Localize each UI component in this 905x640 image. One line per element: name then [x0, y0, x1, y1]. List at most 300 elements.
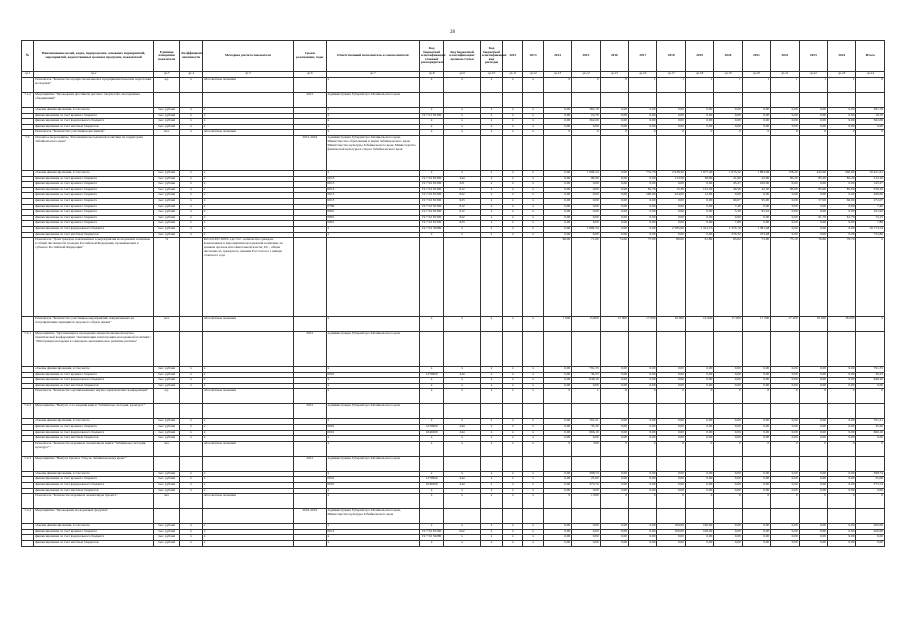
table-cell: 80,00 — [657, 238, 685, 317]
table-cell: 0,00 — [685, 488, 713, 494]
table-cell: Показатель "Количество профессиональной и предпринимательской подготовки молодежи" — [34, 78, 154, 93]
table-cell: финансирование за счет краевого бюджета — [34, 372, 154, 378]
table-cell: х — [523, 215, 543, 221]
table-cell — [742, 332, 770, 367]
table-cell — [202, 332, 293, 367]
table-cell: 0 — [714, 389, 742, 404]
table-cell: х — [503, 187, 523, 193]
table-cell: 0,00 — [685, 367, 713, 373]
table-cell — [444, 135, 481, 170]
table-cell: 279,32 — [714, 232, 742, 238]
table-cell: 0,00 — [629, 430, 657, 436]
table-cell: 512,10 — [856, 176, 885, 182]
table-cell: х — [480, 187, 502, 193]
table-cell: 0,00 — [600, 221, 628, 227]
table-cell — [629, 509, 657, 524]
table-cell: 0 — [543, 389, 571, 404]
table-cell: х — [503, 541, 523, 547]
table-cell: Показатель "Количество участников фестиваля" — [34, 130, 154, 136]
table-cell: 17 400 — [771, 317, 799, 332]
table-cell: тыс. рублей — [153, 524, 179, 530]
table-cell: х — [503, 471, 523, 477]
table-cell: х — [180, 483, 202, 489]
table-cell: финансирование за счет краевого бюджета — [34, 113, 154, 119]
table-cell: х — [180, 198, 202, 204]
table-cell: финансирование за счет федерального бюджета — [34, 535, 154, 541]
table-cell: 0,00 — [600, 119, 628, 125]
table-cell — [294, 494, 326, 509]
table-cell: Администрация Губернатора Забайкальского края — [326, 456, 419, 471]
table-cell — [503, 404, 523, 419]
table-cell: 7.2. — [22, 135, 34, 170]
table-cell: 7.2.3 — [22, 456, 34, 471]
table-cell: 76,70 — [828, 238, 856, 317]
table-cell: х — [444, 494, 481, 509]
table-cell — [419, 509, 443, 524]
table-cell: Мероприятие "Организация и проведение межрегиональной научно-практической конференции "Активизация и интеграция молодежной политики", "Интеграция молодежи в социально-экономическое развитие региона" — [34, 332, 154, 367]
table-cell: 0,00 — [543, 372, 571, 378]
header-row — [22, 41, 885, 72]
table-cell: х — [326, 419, 419, 425]
table-cell: финансирование за счет местных бюджетов — [34, 541, 154, 547]
table-cell: х — [202, 176, 293, 182]
table-cell: тыс. рублей — [153, 176, 179, 182]
table-cell: х — [480, 108, 502, 114]
table-cell: чел. — [153, 317, 179, 332]
table-cell — [714, 509, 742, 524]
table-cell — [543, 135, 571, 170]
table-cell: х — [202, 488, 293, 494]
table-cell — [523, 332, 543, 367]
table-cell: 0,00 — [771, 119, 799, 125]
table-cell: 2 585,00 — [657, 226, 685, 232]
table-cell: 7.2.4 — [22, 509, 34, 524]
column-index-cell: гр.2 — [34, 72, 154, 78]
table-cell: х — [419, 108, 443, 114]
table-cell: х — [180, 108, 202, 114]
table-cell: 0 — [600, 130, 628, 136]
table-cell: 100,00 — [657, 524, 685, 530]
table-cell: 85,20 — [828, 176, 856, 182]
column-header: Коэффициент значимости — [180, 41, 202, 72]
table-cell: х — [523, 221, 543, 227]
table-cell: 701,21 — [856, 419, 885, 425]
table-cell: 0,00 — [543, 113, 571, 119]
table-cell: 1 — [572, 389, 600, 404]
table-cell — [180, 456, 202, 471]
table-cell — [685, 93, 713, 108]
table-cell: тыс. рублей — [153, 215, 179, 221]
table-cell: 0,00 — [828, 524, 856, 530]
table-cell — [771, 93, 799, 108]
table-cell: 0,00 — [543, 176, 571, 182]
table-cell — [742, 135, 770, 170]
table-cell: финансирование за счет федерального бюджета — [34, 119, 154, 125]
table-cell: тыс. рублей — [153, 108, 179, 114]
table-header — [22, 41, 885, 72]
table-cell: х — [326, 367, 419, 373]
table-cell: 731,70 — [629, 170, 657, 176]
table-cell — [543, 332, 571, 367]
table-cell: 244 — [444, 425, 481, 431]
table-cell: 0,00 — [543, 471, 571, 477]
table-cell: х — [419, 494, 443, 509]
table-cell: 0,00 — [828, 108, 856, 114]
column-index-cell: гр.14 — [572, 72, 600, 78]
table-cell: 0,00 — [799, 221, 827, 227]
table-cell: х — [523, 182, 543, 188]
table-cell: х — [503, 215, 523, 221]
table-cell: х — [180, 215, 202, 221]
table-cell: х — [480, 182, 502, 188]
table-cell — [799, 332, 827, 367]
table-cell: х — [419, 119, 443, 125]
table-cell: финансирование за счет федерального бюджета — [34, 226, 154, 232]
table-cell: 61,76 — [799, 215, 827, 221]
table-cell: 0001 — [326, 430, 419, 436]
table-cell: х — [180, 113, 202, 119]
table-cell: Абсолютные значения — [202, 130, 293, 136]
table-cell: х — [444, 441, 481, 456]
table-cell: финансирование за счет краевого бюджета — [34, 182, 154, 188]
column-header: 2022 — [771, 41, 799, 72]
table-cell — [629, 93, 657, 108]
table-cell: финансирование за счет местных бюджетов — [34, 232, 154, 238]
table-cell: 0,00 — [600, 372, 628, 378]
table-cell — [22, 317, 34, 332]
table-cell: 0,00 — [742, 436, 770, 442]
table-cell: х — [419, 383, 443, 389]
table-cell: х — [503, 317, 523, 332]
table-cell: 39,23 — [856, 372, 885, 378]
table-cell: 0,00 — [742, 419, 770, 425]
table-cell — [419, 135, 443, 170]
table-cell: 0,00 — [714, 477, 742, 483]
table-row — [22, 317, 885, 332]
table-cell: 0,00 — [657, 215, 685, 221]
table-cell: 0 — [771, 494, 799, 509]
table-cell — [714, 332, 742, 367]
table-cell: 0 — [629, 441, 657, 456]
table-cell: 0,00 — [685, 419, 713, 425]
table-cell: 113,50 — [657, 176, 685, 182]
table-cell: финансирование за счет краевого бюджета — [34, 215, 154, 221]
table-cell: 0,00 — [543, 124, 571, 130]
table-cell — [657, 332, 685, 367]
table-cell: 0,00 — [799, 535, 827, 541]
table-cell: х — [202, 215, 293, 221]
table-cell: х — [326, 108, 419, 114]
table-cell — [799, 509, 827, 524]
table-row — [22, 509, 885, 524]
table-cell: тыс. рублей — [153, 529, 179, 535]
table-cell: 85,20 — [799, 176, 827, 182]
table-cell: 178,20 — [771, 170, 799, 176]
table-cell — [572, 404, 600, 419]
table-cell — [828, 332, 856, 367]
column-index-cell: гр.21 — [771, 72, 799, 78]
table-cell: х — [480, 124, 502, 130]
table-cell: 0,00 — [685, 541, 713, 547]
table-cell — [444, 332, 481, 367]
table-cell: 0,00 — [600, 419, 628, 425]
table-cell: 0,00 — [600, 378, 628, 384]
column-index-cell: гр.4 — [180, 72, 202, 78]
table-cell: 100,00 — [685, 529, 713, 535]
column-index-cell: гр.18 — [685, 72, 713, 78]
table-cell: х — [523, 378, 543, 384]
table-cell — [714, 404, 742, 419]
table-cell: финансирование за счет местных бюджетов — [34, 383, 154, 389]
column-header: Сроки реализации, годы — [294, 41, 326, 72]
table-cell: 0,00 — [828, 430, 856, 436]
table-cell: Мероприятие "Проведение молодежных форумов" — [34, 509, 154, 524]
table-cell: х — [419, 441, 443, 456]
table-cell: 1 — [657, 78, 685, 93]
table-cell: 0,00 — [742, 119, 770, 125]
table-cell: х — [444, 383, 481, 389]
table-cell: х — [480, 541, 502, 547]
table-cell: 0,00 — [771, 471, 799, 477]
table-cell — [572, 509, 600, 524]
table-cell: 0,00 — [657, 535, 685, 541]
table-cell: 0,00 — [742, 541, 770, 547]
table-cell: 0,00 — [742, 372, 770, 378]
table-cell: 0001 — [326, 477, 419, 483]
table-cell: 0,00 — [714, 378, 742, 384]
table-cell: 0,00 — [856, 436, 885, 442]
table-cell — [480, 135, 502, 170]
table-cell: х — [503, 170, 523, 176]
table-cell: Показатель "Количество участников мероприятий, направленных на популяризацию принципов здорового образа жизни" — [34, 317, 154, 332]
table-cell: 362,09 — [856, 119, 885, 125]
table-cell: Администрация Губернатора Забайкальского края, Министерство культуры Забайкальского края — [326, 509, 419, 524]
table-cell: х — [480, 372, 502, 378]
table-cell: тыс. рублей — [153, 383, 179, 389]
table-cell — [657, 456, 685, 471]
column-index-cell: гр.8 — [419, 72, 443, 78]
table-cell: 0 — [629, 130, 657, 136]
table-cell: 0 — [600, 494, 628, 509]
table-cell: 1279900 — [419, 477, 443, 483]
column-header: 2014 — [543, 41, 571, 72]
table-cell: 0,00 — [799, 378, 827, 384]
table-cell: финансирование за счет федерального бюджета — [34, 430, 154, 436]
table-cell: х — [419, 78, 443, 93]
table-cell: 0,00 — [799, 124, 827, 130]
table-cell — [771, 332, 799, 367]
table-cell: 0013 — [326, 198, 419, 204]
table-cell — [523, 456, 543, 471]
table-cell: 0,00 — [771, 108, 799, 114]
table-cell: 0,00 — [629, 471, 657, 477]
table-cell: 0,00 — [714, 124, 742, 130]
table-cell: х — [503, 367, 523, 373]
table-cell: х — [419, 317, 443, 332]
table-cell: 0,00 — [572, 215, 600, 221]
table-cell: х — [523, 317, 543, 332]
table-cell: 0,00 — [572, 529, 600, 535]
table-cell: 0,00 — [685, 182, 713, 188]
table-cell: 0 — [685, 130, 713, 136]
table-cell: 0,00 — [742, 113, 770, 119]
table-cell: 122,59 — [685, 187, 713, 193]
table-cell: 66,00 — [543, 238, 571, 317]
table-row — [22, 135, 885, 170]
table-cell: 3,30 — [714, 210, 742, 216]
table-cell: 101,92 — [856, 210, 885, 216]
table-cell: х — [523, 436, 543, 442]
table-cell: 0,00 — [543, 215, 571, 221]
table-cell: тыс. рублей — [153, 378, 179, 384]
table-cell: 0,00 — [799, 367, 827, 373]
table-cell — [419, 456, 443, 471]
table-cell: 0,00 — [828, 124, 856, 130]
table-cell: 0,00 — [600, 367, 628, 373]
table-cell: 0 — [828, 441, 856, 456]
table-cell: х — [202, 471, 293, 477]
table-cell: 0,00 — [828, 113, 856, 119]
table-cell: х — [180, 78, 202, 93]
table-cell: 0,00 — [600, 193, 628, 199]
table-cell: 0,00 — [543, 170, 571, 176]
table-cell: 81,79 — [629, 187, 657, 193]
table-cell: 0801 — [326, 215, 419, 221]
table-cell: 0,00 — [828, 226, 856, 232]
table-cell: х — [480, 419, 502, 425]
table-cell: 0,00 — [799, 182, 827, 188]
table-cell: 0,00 — [629, 198, 657, 204]
table-cell: 0,00 — [799, 372, 827, 378]
table-cell: х — [202, 221, 293, 227]
table-cell — [480, 456, 502, 471]
table-cell: 0 — [572, 78, 600, 93]
table-cell: х — [202, 483, 293, 489]
table-cell: 321 — [444, 182, 481, 188]
table-cell — [480, 332, 502, 367]
table-cell: х — [444, 226, 481, 232]
table-cell: финансирование за счет местных бюджетов — [34, 124, 154, 130]
table-cell: 0 — [714, 130, 742, 136]
table-cell: 0,00 — [543, 378, 571, 384]
table-cell: 244 — [444, 483, 481, 489]
table-cell: 0,00 — [799, 419, 827, 425]
table-cell: 0,00 — [828, 367, 856, 373]
table-cell: 0,00 — [856, 488, 885, 494]
table-cell — [294, 238, 326, 317]
table-cell: 18 000 — [828, 317, 856, 332]
column-header: Методика расчета показателя — [202, 41, 293, 72]
table-cell: объемы финансирования, в том числе — [34, 108, 154, 114]
table-cell: тыс. рублей — [153, 535, 179, 541]
table-cell: х — [523, 372, 543, 378]
table-cell: 0,00 — [799, 113, 827, 119]
table-cell: тыс. рублей — [153, 477, 179, 483]
table-cell: 0 — [714, 494, 742, 509]
table-cell — [828, 135, 856, 170]
table-cell: Мероприятие "Выпуск 2-го издания книги "Забайкалье: история, культура"" — [34, 404, 154, 419]
table-cell: 0,00 — [742, 430, 770, 436]
table-cell: 0,00 — [771, 436, 799, 442]
table-cell: 77,00 — [629, 238, 657, 317]
table-cell: 0,00 — [572, 232, 600, 238]
table-cell: финансирование за счет местных бюджетов — [34, 488, 154, 494]
table-cell: тыс. рублей — [153, 193, 179, 199]
table-cell: 791,35 — [856, 367, 885, 373]
column-header: Код бюджетной классификации: главный распорядитель — [419, 41, 443, 72]
table-cell — [856, 332, 885, 367]
table-cell: х — [503, 488, 523, 494]
table-cell — [828, 509, 856, 524]
table-cell: 7,86 — [856, 221, 885, 227]
table-cell: 0,00 — [543, 119, 571, 125]
table-cell: тыс. рублей — [153, 425, 179, 431]
table-cell: 1 312,15 — [685, 226, 713, 232]
table-cell: х — [503, 494, 523, 509]
table-cell: 0,00 — [600, 210, 628, 216]
table-cell: 61,80 — [685, 238, 713, 317]
table-cell: 623 — [444, 221, 481, 227]
table-cell: 0,00 — [714, 488, 742, 494]
table-cell: х — [202, 541, 293, 547]
table-cell: 0 — [799, 389, 827, 404]
table-cell: 95,42 — [742, 210, 770, 216]
table-cell: 0,00 — [543, 488, 571, 494]
table-cell: Администрация Губернатора Забайкальского края — [326, 332, 419, 367]
table-cell: тыс. рублей — [153, 436, 179, 442]
table-cell: 0,00 — [657, 108, 685, 114]
table-cell: х — [419, 367, 443, 373]
table-cell — [742, 456, 770, 471]
table-cell: 0,00 — [629, 182, 657, 188]
table-cell: х — [523, 477, 543, 483]
table-cell: 2015 — [294, 456, 326, 471]
table-cell: х — [180, 130, 202, 136]
table-cell: 0,00 — [629, 108, 657, 114]
table-cell: 0,00 — [600, 477, 628, 483]
table-cell — [600, 404, 628, 419]
table-cell: 0001 — [326, 483, 419, 489]
table-cell: 10 174,74 — [856, 226, 885, 232]
table-cell: 0,00 — [600, 176, 628, 182]
table-cell: х — [180, 210, 202, 216]
table-cell: х — [503, 483, 523, 489]
table-cell: 0001 — [326, 425, 419, 431]
column-header: Ответственный исполнитель и соисполнители — [326, 41, 419, 72]
table-cell — [202, 93, 293, 108]
table-cell: 612 — [444, 187, 481, 193]
table-cell: 19 7 01 81300 — [419, 113, 443, 119]
table-cell: 0 — [543, 441, 571, 456]
table-cell: тыс. рублей — [153, 488, 179, 494]
table-cell: 0,00 — [771, 488, 799, 494]
table-cell — [503, 135, 523, 170]
table-cell: 0,00 — [600, 170, 628, 176]
table-cell: 0,00 — [657, 483, 685, 489]
table-cell: 1 381,48 — [742, 226, 770, 232]
table-cell: 0,00 — [657, 488, 685, 494]
table-cell: 0,00 — [600, 226, 628, 232]
table-cell: 0,00 — [685, 372, 713, 378]
table-cell — [629, 332, 657, 367]
table-cell — [856, 135, 885, 170]
table-cell: 0,00 — [543, 430, 571, 436]
table-cell: х — [523, 198, 543, 204]
table-cell: 0,00 — [799, 226, 827, 232]
table-cell: х — [503, 441, 523, 456]
table-cell: х — [523, 441, 543, 456]
table-cell: 0 — [629, 494, 657, 509]
